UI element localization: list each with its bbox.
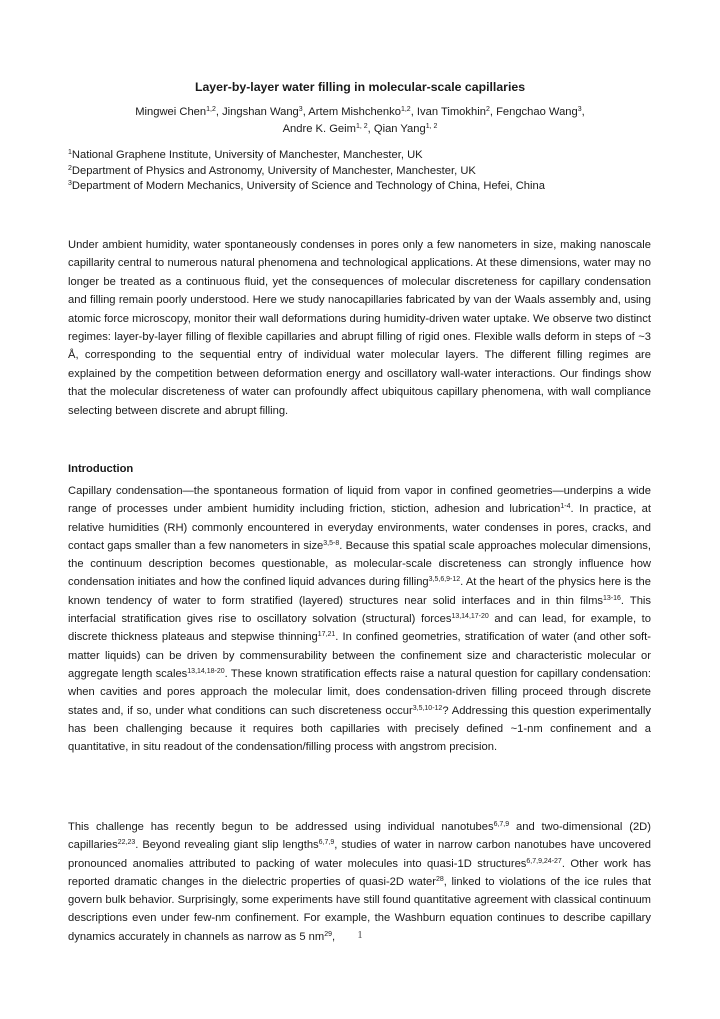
author-affiliation-marker: 1,2 <box>206 106 216 113</box>
affiliation-marker: 2 <box>68 164 72 172</box>
author-list <box>0 104 720 138</box>
body-text: , studies of water in narrow carbon nanotubes have uncovered pronounced anomalies attributed to packing of water molecules into quasi-1D structures <box>68 839 651 870</box>
author-affiliation-marker: 2 <box>485 106 490 113</box>
citation-superscript: 6,7,9 <box>318 839 335 847</box>
author-name: Jingshan Wang <box>222 106 299 118</box>
abstract-paragraph: Under ambient humidity, water spontaneously condenses in pores only a few nanometers in size, making nanoscale capillarity central to numerous natural phenomena and technological applications. At these dimensions, water may no longer be treated as a continuous fluid, yet the consequences of molecular discreteness for capillary condensation and filling remain poorly understood. Here we study nanocapillaries fabricated by van der Waals assembly and, using atomic force microscopy, monitor their wall deformations during humidity-driven water uptake. We observe two distinct regimes: layer-by-layer filling of flexible capillaries and abrupt filling of rigid ones. Flexible walls deform in steps of ~3 Å, corresponding to the sequential entry of individual water molecular layers. The different filling regimes are explained by the competition between deformation energy and oscillatory wall-water interactions. Our findings show that the molecular discreteness of water can profoundly affect ubiquitous capillary phenomena, with wall compliance selecting between discrete and abrupt filling. <box>68 239 651 417</box>
body-text: . In confined geometries, stratification of water (and other soft-matter liquids) can be driven by commensurability between the confinement size and characteristic molecular or aggregate length scales <box>68 631 652 680</box>
intro-paragraph-2 <box>68 818 651 946</box>
citation-superscript: 3,5,6,9-12 <box>428 576 461 584</box>
author-line-1: Mingwei Chen$^{1,2}$, Jingshan Wang$^3$, Artem Mishchenko$^{1,2}$, Ivan Timokhin$^2$, Fengchao Wang$^3$, <box>135 106 585 118</box>
citation-superscript: 17,21 <box>317 631 336 639</box>
author-line-2: Andre K. Geim$^{1, 2}$, Qian Yang$^{1, 2}$ <box>282 123 438 135</box>
body-text: , <box>331 930 336 943</box>
paper-title: Layer-by-layer water filling in molecular-scale capillaries <box>194 80 526 94</box>
citation-superscript: 28 <box>435 875 444 883</box>
page-number: 1 <box>357 930 363 941</box>
citation-superscript: 13-16 <box>602 594 621 602</box>
author-name: Ivan Timokhin <box>416 106 486 118</box>
affiliation-item <box>68 164 545 180</box>
author-affiliation-marker: 3 <box>577 106 582 113</box>
body-text: . At the heart of the physics here is the known tendency of water to form stratified (layered) structures near solid interfaces and in thin films <box>68 576 651 607</box>
intro-paragraph-1 <box>68 482 651 756</box>
author-affiliation-marker: 3 <box>298 106 303 113</box>
body-text: . Beyond revealing giant slip lengths <box>135 839 319 852</box>
citation-superscript: 29 <box>324 930 332 938</box>
author-name: Qian Yang <box>373 123 426 135</box>
affiliation-text: Department of Physics and Astronomy, University of Manchester, Manchester, UK <box>71 164 476 177</box>
affiliation-list <box>68 148 545 195</box>
body-text: Capillary condensation—the spontaneous formation of liquid from vapor in confined geometries—underpins a wide range of processes under ambient humidity including friction, stiction, adhesion and lubrication <box>68 485 651 516</box>
body-text: . These known stratification effects raise a natural question for capillary condensation: when cavities and pores approach the molecular limit, does condensation-driven filling proceed through discrete states and, if so, under what conditions can such discreteness occur <box>68 667 651 717</box>
citation-superscript: 3,5-8 <box>323 539 340 547</box>
author-name: Mingwei Chen <box>135 106 207 118</box>
affiliation-text: National Graphene Institute, University of Manchester, Manchester, UK <box>71 149 423 161</box>
affiliation-item <box>68 179 545 195</box>
author-name: Fengchao Wang <box>496 106 578 118</box>
body-text: and two-dimensional (2D) capillaries <box>68 821 651 852</box>
affiliation-marker: 1 <box>68 149 72 156</box>
body-text: . In practice, at relative humidities (RH) commonly encountered in everyday environments, water condenses in pores, cracks, and contact gaps smaller than a few nanometers in size <box>68 503 651 552</box>
body-text: ? Addressing this question experimentally has been challenging because it requires both capillaries with precisely defined ~1-nm confinement and a quantitative, in situ readout of the condensation/filling process with angstrom precision. <box>68 704 651 754</box>
body-text: . Because this spatial scale approaches molecular dimensions, the continuum description becomes questionable, as molecular-scale discreteness can strongly influence how condensation initiates and how the confined liquid advances during filling <box>68 539 651 589</box>
author-name: Artem Mishchenko <box>308 106 401 118</box>
citation-superscript: 22,23 <box>117 839 136 847</box>
author-affiliation-marker: 1, 2 <box>425 123 438 130</box>
body-text: and can lead, for example, to discrete thickness plateaus and stepwise thinning <box>68 613 651 644</box>
citation-superscript: 6,7,9 <box>493 821 510 828</box>
citation-superscript: 13,14,17-20 <box>451 613 489 621</box>
body-text: This challenge has recently begun to be addressed using individual nanotubes <box>68 821 494 833</box>
affiliation-marker: 3 <box>68 180 72 187</box>
author-affiliation-marker: 1, 2 <box>355 123 368 130</box>
author-name: Andre K. Geim <box>282 123 356 135</box>
author-affiliation-marker: 1,2 <box>400 106 411 113</box>
citation-superscript: 1-4 <box>560 503 571 511</box>
body-text: , linked to violations of the ice rules that govern bulk behavior. Surprisingly, some experiments have still found quantitative agreement with classical continuum descriptions even under few-nm confinement. For example, the Washburn equation continues to describe capillary dynamics accurately in channels as narrow as 5 nm <box>68 875 651 943</box>
section-heading-introduction: Introduction <box>68 463 134 475</box>
body-text: . Other work has reported dramatic changes in the dielectric properties of quasi-2D water <box>68 857 651 888</box>
body-text: . This interfacial stratification gives rise to oscillatory solvation (structural) forces <box>68 594 651 626</box>
affiliation-item <box>68 148 545 164</box>
citation-superscript: 3,5,10-12 <box>412 704 443 712</box>
citation-superscript: 13,14,18-20 <box>187 667 225 675</box>
citation-superscript: 6,7,9,24-27 <box>526 857 562 865</box>
affiliation-text: Department of Modern Mechanics, University of Science and Technology of China, Hefei, China <box>71 180 545 192</box>
